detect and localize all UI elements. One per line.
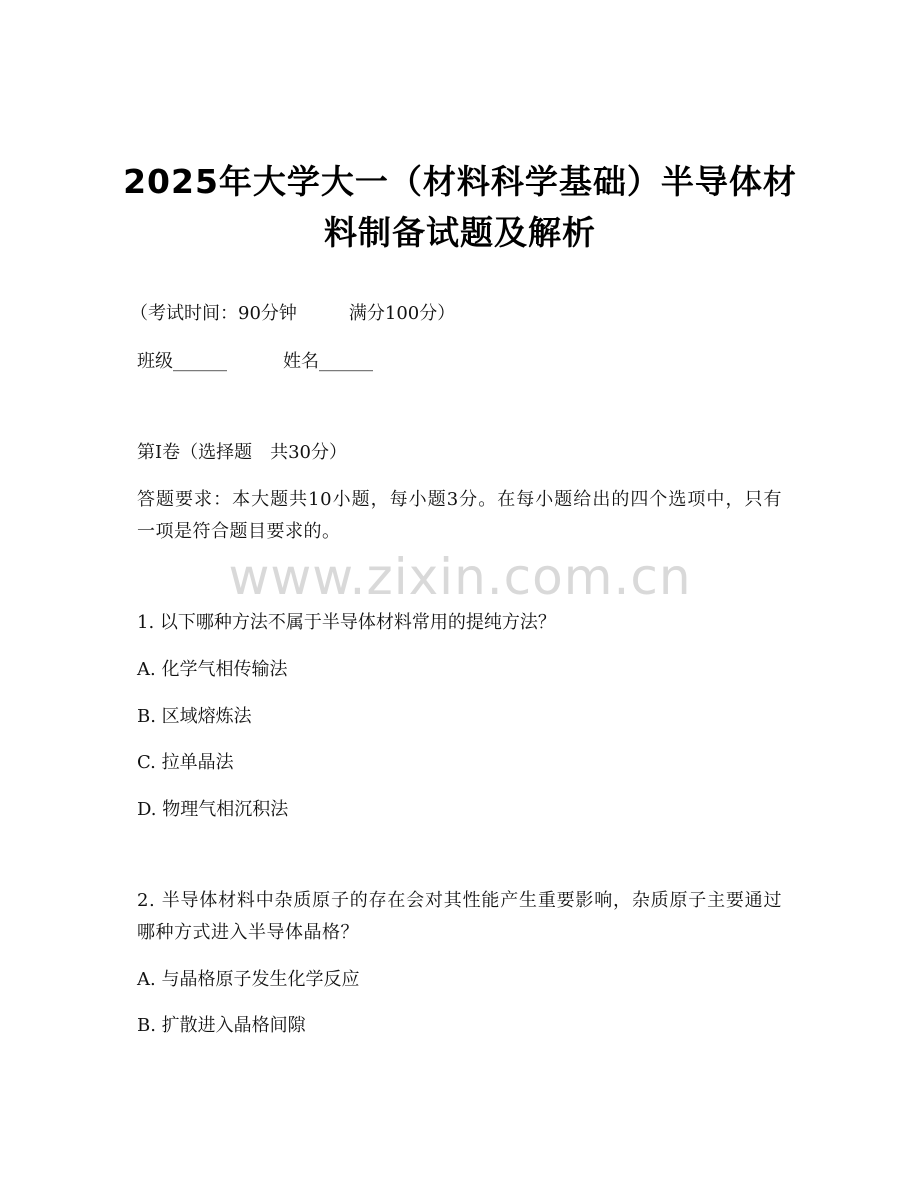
section-instructions: 答题要求：本大题共10小题，每小题3分。在每小题给出的四个选项中，只有一项是符合题目要求的。 bbox=[137, 489, 782, 542]
question-1-option-b: B. 区域熔炼法 bbox=[137, 706, 252, 727]
watermark: www.zixin.com.cn bbox=[228, 548, 692, 606]
class-field: 班级______ bbox=[137, 351, 227, 372]
question-1-option-a: A. 化学气相传输法 bbox=[137, 659, 288, 680]
section-heading: 第Ⅰ卷（选择题 共30分） bbox=[137, 442, 348, 463]
question-2-stem: 2. 半导体材料中杂质原子的存在会对其性能产生重要影响，杂质原子主要通过哪种方式进入半导体晶格？ bbox=[137, 890, 782, 943]
document-title-line-1: 2025年大学大一（材料科学基础）半导体材 bbox=[123, 162, 797, 201]
student-info bbox=[137, 350, 373, 374]
question-1-option-d: D. 物理气相沉积法 bbox=[137, 799, 289, 820]
exam-score: 满分100分） bbox=[348, 303, 456, 324]
exam-info bbox=[130, 302, 455, 326]
name-field: 姓名______ bbox=[283, 351, 373, 372]
question-2-option-b: B. 扩散进入晶格间隙 bbox=[137, 1015, 306, 1036]
question-1-stem: 1. 以下哪种方法不属于半导体材料常用的提纯方法？ bbox=[137, 612, 556, 633]
question-1-option-c: C. 拉单晶法 bbox=[137, 752, 234, 773]
exam-time: （考试时间：90分钟 bbox=[130, 303, 297, 324]
question-2-option-a: A. 与晶格原子发生化学反应 bbox=[137, 969, 360, 990]
document-title-line-2: 料制备试题及解析 bbox=[324, 213, 596, 252]
